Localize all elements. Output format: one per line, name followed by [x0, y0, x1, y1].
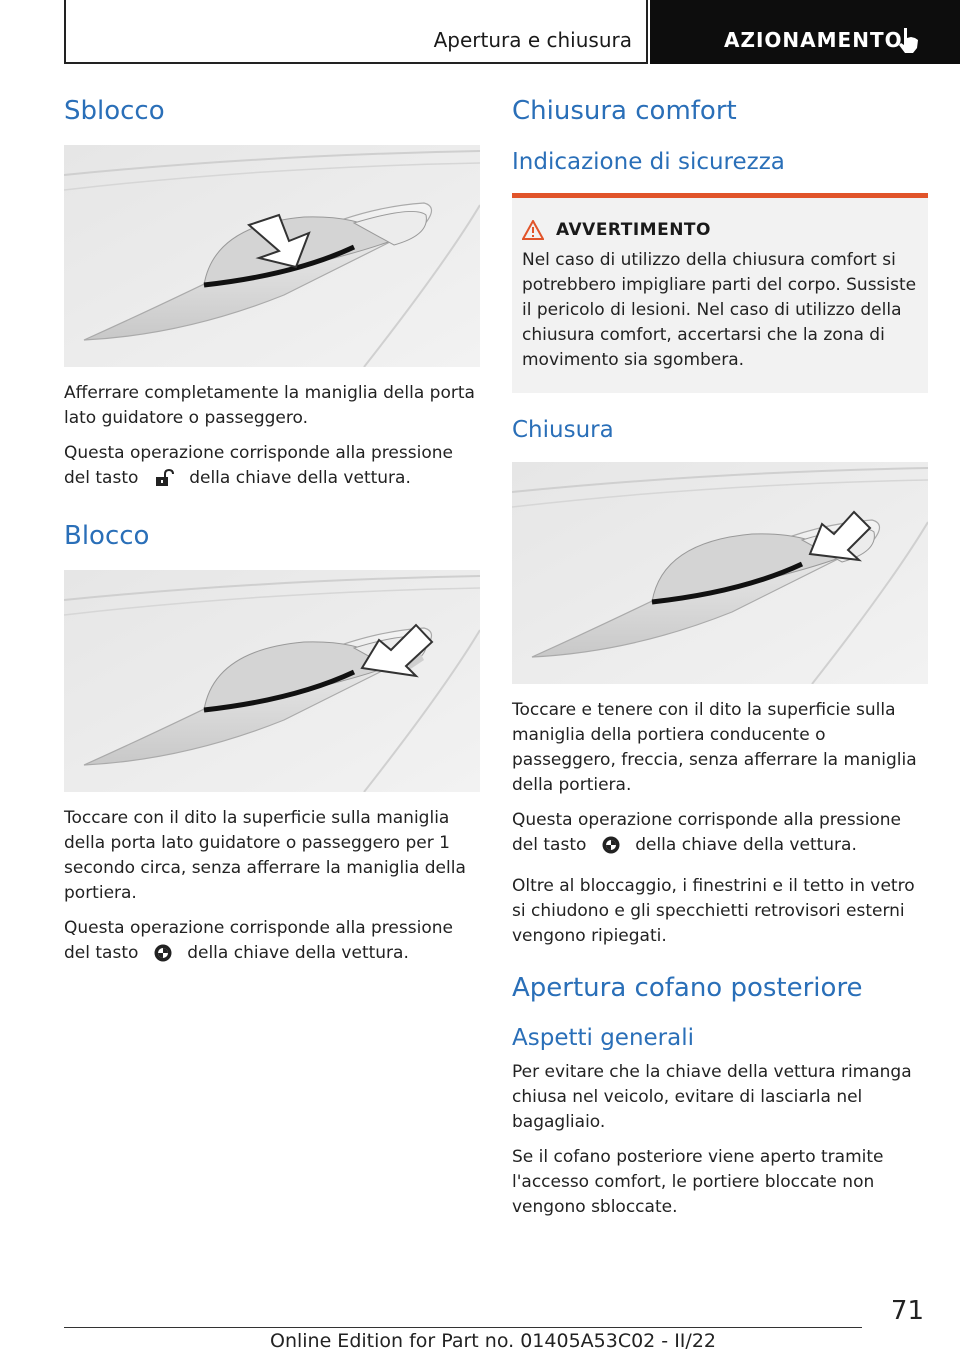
door-handle-lock-figure [64, 570, 480, 792]
left-column [64, 96, 480, 966]
section-title-comfort-close: Chiusura comfort [512, 96, 737, 126]
page-number: 71 [890, 1296, 924, 1326]
header-chapter-title: AZIONAMENTO [724, 28, 903, 52]
closing-paragraph-1: Toccare e tenere con il dito la superficie sulla maniglia della portiera conducente o passeggero, freccia, senza afferrare la maniglia della portiera. [512, 700, 917, 796]
lock-paragraph-2 [64, 916, 480, 966]
header-section-title: Apertura e chiusura [433, 28, 632, 52]
subsection-title-safety: Indicazione di sicurezza [512, 149, 785, 176]
closing-paragraph-2-before: Questa operazione corrisponde alla pressione del tasto [512, 810, 901, 856]
unlock-paragraph-2 [64, 441, 480, 491]
right-column [512, 96, 928, 1220]
section-title-lock: Blocco [64, 521, 150, 552]
warning-box [512, 193, 928, 393]
subsection-title-closing: Chiusura [512, 416, 614, 443]
header-rule-bottom [64, 62, 648, 64]
footer-edition: Online Edition for Part no. 01405A53C02 - II/22 [269, 1330, 716, 1352]
unlock-paragraph-2-before: Questa operazione corrisponde alla pressione del tasto [64, 443, 453, 489]
warning-title: AVVERTIMENTO [556, 219, 711, 240]
header-rule-left [64, 0, 66, 64]
brand-roundel-key-icon [602, 836, 620, 854]
header-chapter-tab [650, 0, 960, 64]
closing-paragraph-2-after: della chiave della vettura. [635, 835, 857, 856]
section-title-trunk-opening: Apertura cofano posteriore [512, 973, 863, 1004]
lock-paragraph-2-after: della chiave della vettura. [187, 943, 409, 964]
pointing-hand-icon [896, 26, 922, 54]
lock-paragraph-2-before: Questa operazione corrisponde alla pressione del tasto [64, 918, 453, 964]
trunk-paragraph-2: Se il cofano posteriore viene aperto tramite l'accesso comfort, le portiere bloccate non vengono sbloccate. [512, 1147, 884, 1218]
warning-triangle-icon [522, 220, 544, 240]
closing-paragraph-2 [512, 808, 928, 858]
door-handle-unlock-figure [64, 145, 480, 367]
lock-paragraph-1: Toccare con il dito la superficie sulla maniglia della porta lato guidatore o passeggero per 1 secondo circa, senza afferrare la maniglia della portiera. [64, 808, 466, 904]
warning-text: Nel caso di utilizzo della chiusura comfort si potrebbero impigliare parti del corpo. Sussiste il pericolo di lesioni. Nel caso di utilizzo della chiusura comfort, accertarsi che la zona di movimento sia sgombera. [522, 249, 917, 370]
subsection-title-general: Aspetti generali [512, 1024, 695, 1051]
section-title-unlock: Sblocco [64, 96, 165, 126]
brand-roundel-key-icon [154, 944, 172, 962]
unlock-key-icon [154, 469, 174, 487]
unlock-paragraph-1: Afferrare completamente la maniglia della porta lato guidatore o passeggero. [64, 383, 475, 429]
footer-rule [64, 1327, 862, 1328]
closing-paragraph-3: Oltre al bloccaggio, i finestrini e il tetto in vetro si chiudono e gli specchietti retrovisori esterni vengono ripiegati. [512, 876, 915, 947]
header-rule-right [646, 0, 648, 64]
unlock-paragraph-2-after: della chiave della vettura. [189, 468, 411, 489]
trunk-paragraph-1: Per evitare che la chiave della vettura rimanga chiusa nel veicolo, evitare di lasciarla nel bagagliaio. [512, 1062, 912, 1133]
door-handle-comfort-figure [512, 462, 928, 684]
